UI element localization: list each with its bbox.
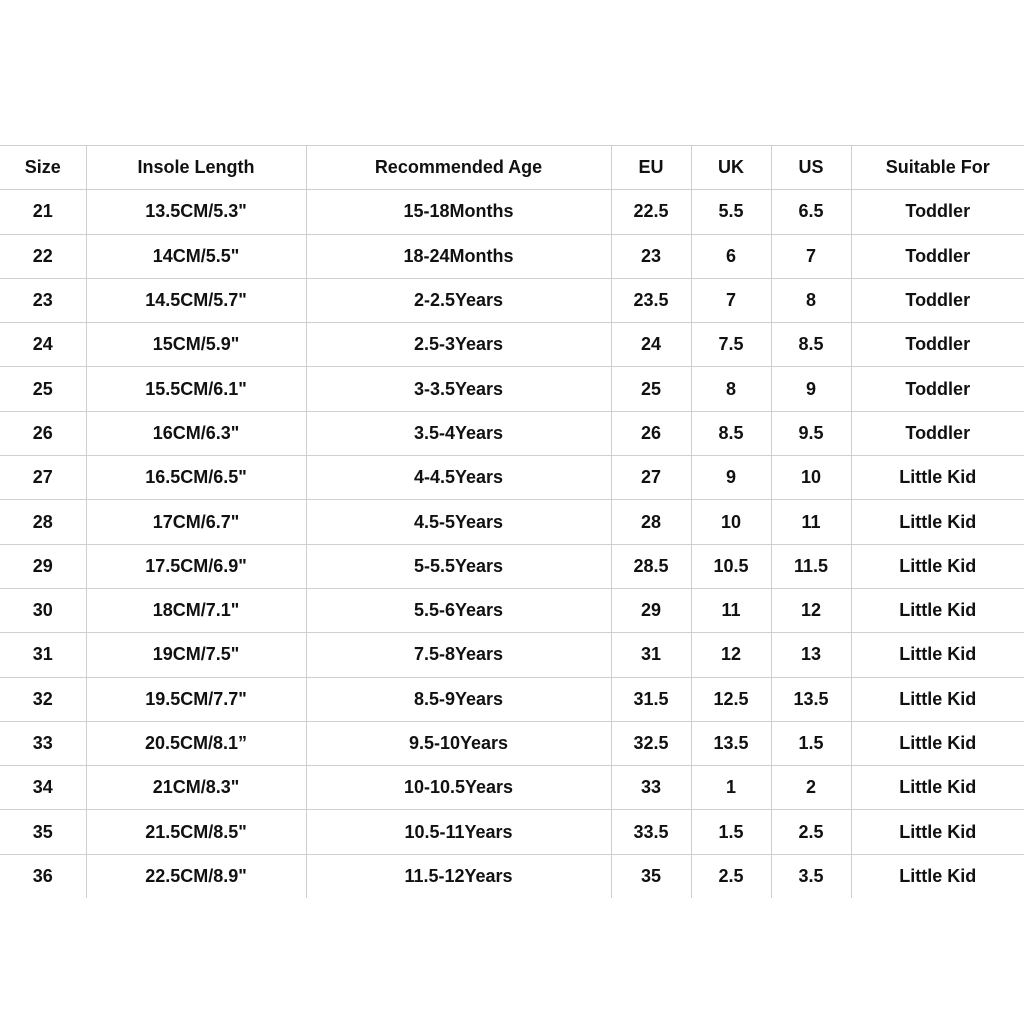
cell-suitable-for: Toddler xyxy=(851,234,1024,278)
cell-suitable-for: Little Kid xyxy=(851,810,1024,854)
cell-recommended-age: 7.5-8Years xyxy=(306,633,611,677)
cell-insole-length: 15CM/5.9" xyxy=(86,323,306,367)
cell-recommended-age: 4-4.5Years xyxy=(306,456,611,500)
cell-size: 27 xyxy=(0,456,86,500)
header-suitable-for: Suitable For xyxy=(851,146,1024,190)
cell-eu: 35 xyxy=(611,854,691,898)
cell-eu: 33.5 xyxy=(611,810,691,854)
cell-size: 30 xyxy=(0,588,86,632)
cell-size: 26 xyxy=(0,411,86,455)
cell-us: 13.5 xyxy=(771,677,851,721)
table-row xyxy=(0,854,1024,898)
table-row xyxy=(0,544,1024,588)
cell-insole-length: 16.5CM/6.5" xyxy=(86,456,306,500)
table-header xyxy=(0,146,1024,190)
cell-us: 8.5 xyxy=(771,323,851,367)
cell-us: 8 xyxy=(771,278,851,322)
cell-suitable-for: Little Kid xyxy=(851,854,1024,898)
header-uk: UK xyxy=(691,146,771,190)
cell-insole-length: 20.5CM/8.1” xyxy=(86,721,306,765)
cell-uk: 6 xyxy=(691,234,771,278)
cell-suitable-for: Toddler xyxy=(851,411,1024,455)
table-row xyxy=(0,190,1024,234)
cell-recommended-age: 10.5-11Years xyxy=(306,810,611,854)
cell-eu: 25 xyxy=(611,367,691,411)
cell-us: 10 xyxy=(771,456,851,500)
cell-uk: 5.5 xyxy=(691,190,771,234)
cell-insole-length: 15.5CM/6.1" xyxy=(86,367,306,411)
cell-uk: 11 xyxy=(691,588,771,632)
size-chart-table xyxy=(0,145,1024,898)
cell-size: 32 xyxy=(0,677,86,721)
cell-suitable-for: Little Kid xyxy=(851,588,1024,632)
cell-eu: 33 xyxy=(611,766,691,810)
cell-uk: 8 xyxy=(691,367,771,411)
table-row xyxy=(0,677,1024,721)
cell-us: 13 xyxy=(771,633,851,677)
cell-insole-length: 17CM/6.7" xyxy=(86,500,306,544)
table-row xyxy=(0,633,1024,677)
cell-eu: 24 xyxy=(611,323,691,367)
cell-recommended-age: 2.5-3Years xyxy=(306,323,611,367)
cell-suitable-for: Toddler xyxy=(851,323,1024,367)
cell-recommended-age: 15-18Months xyxy=(306,190,611,234)
table-row xyxy=(0,721,1024,765)
table-row xyxy=(0,323,1024,367)
cell-suitable-for: Little Kid xyxy=(851,544,1024,588)
cell-size: 21 xyxy=(0,190,86,234)
cell-suitable-for: Toddler xyxy=(851,190,1024,234)
header-size: Size xyxy=(0,146,86,190)
table-body xyxy=(0,190,1024,898)
cell-suitable-for: Toddler xyxy=(851,278,1024,322)
cell-insole-length: 16CM/6.3" xyxy=(86,411,306,455)
cell-uk: 1 xyxy=(691,766,771,810)
cell-insole-length: 21.5CM/8.5" xyxy=(86,810,306,854)
table-row xyxy=(0,278,1024,322)
cell-insole-length: 19.5CM/7.7" xyxy=(86,677,306,721)
cell-recommended-age: 9.5-10Years xyxy=(306,721,611,765)
cell-uk: 7.5 xyxy=(691,323,771,367)
table-row xyxy=(0,588,1024,632)
cell-insole-length: 13.5CM/5.3" xyxy=(86,190,306,234)
cell-suitable-for: Toddler xyxy=(851,367,1024,411)
cell-size: 28 xyxy=(0,500,86,544)
cell-eu: 26 xyxy=(611,411,691,455)
cell-suitable-for: Little Kid xyxy=(851,633,1024,677)
table-row xyxy=(0,367,1024,411)
header-insole-length: Insole Length xyxy=(86,146,306,190)
cell-uk: 13.5 xyxy=(691,721,771,765)
cell-recommended-age: 18-24Months xyxy=(306,234,611,278)
header-row xyxy=(0,146,1024,190)
cell-recommended-age: 5-5.5Years xyxy=(306,544,611,588)
cell-us: 3.5 xyxy=(771,854,851,898)
table-row xyxy=(0,411,1024,455)
cell-recommended-age: 11.5-12Years xyxy=(306,854,611,898)
cell-recommended-age: 2-2.5Years xyxy=(306,278,611,322)
header-us: US xyxy=(771,146,851,190)
cell-suitable-for: Little Kid xyxy=(851,766,1024,810)
cell-recommended-age: 10-10.5Years xyxy=(306,766,611,810)
cell-eu: 31.5 xyxy=(611,677,691,721)
cell-suitable-for: Little Kid xyxy=(851,721,1024,765)
table-row xyxy=(0,234,1024,278)
cell-size: 31 xyxy=(0,633,86,677)
cell-us: 9.5 xyxy=(771,411,851,455)
cell-eu: 23.5 xyxy=(611,278,691,322)
cell-recommended-age: 5.5-6Years xyxy=(306,588,611,632)
cell-insole-length: 22.5CM/8.9" xyxy=(86,854,306,898)
cell-uk: 7 xyxy=(691,278,771,322)
cell-size: 23 xyxy=(0,278,86,322)
cell-eu: 22.5 xyxy=(611,190,691,234)
cell-eu: 23 xyxy=(611,234,691,278)
table-row xyxy=(0,810,1024,854)
cell-uk: 10 xyxy=(691,500,771,544)
cell-us: 2.5 xyxy=(771,810,851,854)
cell-us: 7 xyxy=(771,234,851,278)
cell-eu: 31 xyxy=(611,633,691,677)
cell-eu: 28 xyxy=(611,500,691,544)
cell-size: 25 xyxy=(0,367,86,411)
cell-uk: 12 xyxy=(691,633,771,677)
cell-uk: 12.5 xyxy=(691,677,771,721)
cell-us: 1.5 xyxy=(771,721,851,765)
cell-insole-length: 21CM/8.3" xyxy=(86,766,306,810)
cell-insole-length: 14.5CM/5.7" xyxy=(86,278,306,322)
cell-us: 2 xyxy=(771,766,851,810)
table-row xyxy=(0,456,1024,500)
cell-recommended-age: 3.5-4Years xyxy=(306,411,611,455)
cell-size: 22 xyxy=(0,234,86,278)
cell-uk: 10.5 xyxy=(691,544,771,588)
cell-suitable-for: Little Kid xyxy=(851,456,1024,500)
cell-uk: 8.5 xyxy=(691,411,771,455)
cell-us: 6.5 xyxy=(771,190,851,234)
header-eu: EU xyxy=(611,146,691,190)
cell-uk: 9 xyxy=(691,456,771,500)
cell-size: 29 xyxy=(0,544,86,588)
cell-us: 9 xyxy=(771,367,851,411)
cell-size: 34 xyxy=(0,766,86,810)
cell-insole-length: 19CM/7.5" xyxy=(86,633,306,677)
cell-suitable-for: Little Kid xyxy=(851,500,1024,544)
cell-uk: 2.5 xyxy=(691,854,771,898)
table-row xyxy=(0,766,1024,810)
cell-us: 11.5 xyxy=(771,544,851,588)
cell-size: 36 xyxy=(32,865,53,886)
header-recommended-age: Recommended Age xyxy=(306,146,611,190)
cell-recommended-age: 3-3.5Years xyxy=(306,367,611,411)
cell-us: 12 xyxy=(771,588,851,632)
cell-insole-length: 14CM/5.5" xyxy=(86,234,306,278)
cell-insole-length: 18CM/7.1" xyxy=(86,588,306,632)
cell-eu: 32.5 xyxy=(611,721,691,765)
cell-size: 24 xyxy=(0,323,86,367)
cell-uk: 1.5 xyxy=(691,810,771,854)
cell-insole-length: 17.5CM/6.9" xyxy=(86,544,306,588)
cell-recommended-age: 4.5-5Years xyxy=(306,500,611,544)
cell-suitable-for: Little Kid xyxy=(851,677,1024,721)
cell-size: 35 xyxy=(0,810,86,854)
cell-size: 33 xyxy=(0,721,86,765)
cell-us: 11 xyxy=(771,500,851,544)
cell-recommended-age: 8.5-9Years xyxy=(306,677,611,721)
table-row xyxy=(0,500,1024,544)
cell-eu: 29 xyxy=(611,588,691,632)
cell-eu: 27 xyxy=(611,456,691,500)
cell-eu: 28.5 xyxy=(611,544,691,588)
